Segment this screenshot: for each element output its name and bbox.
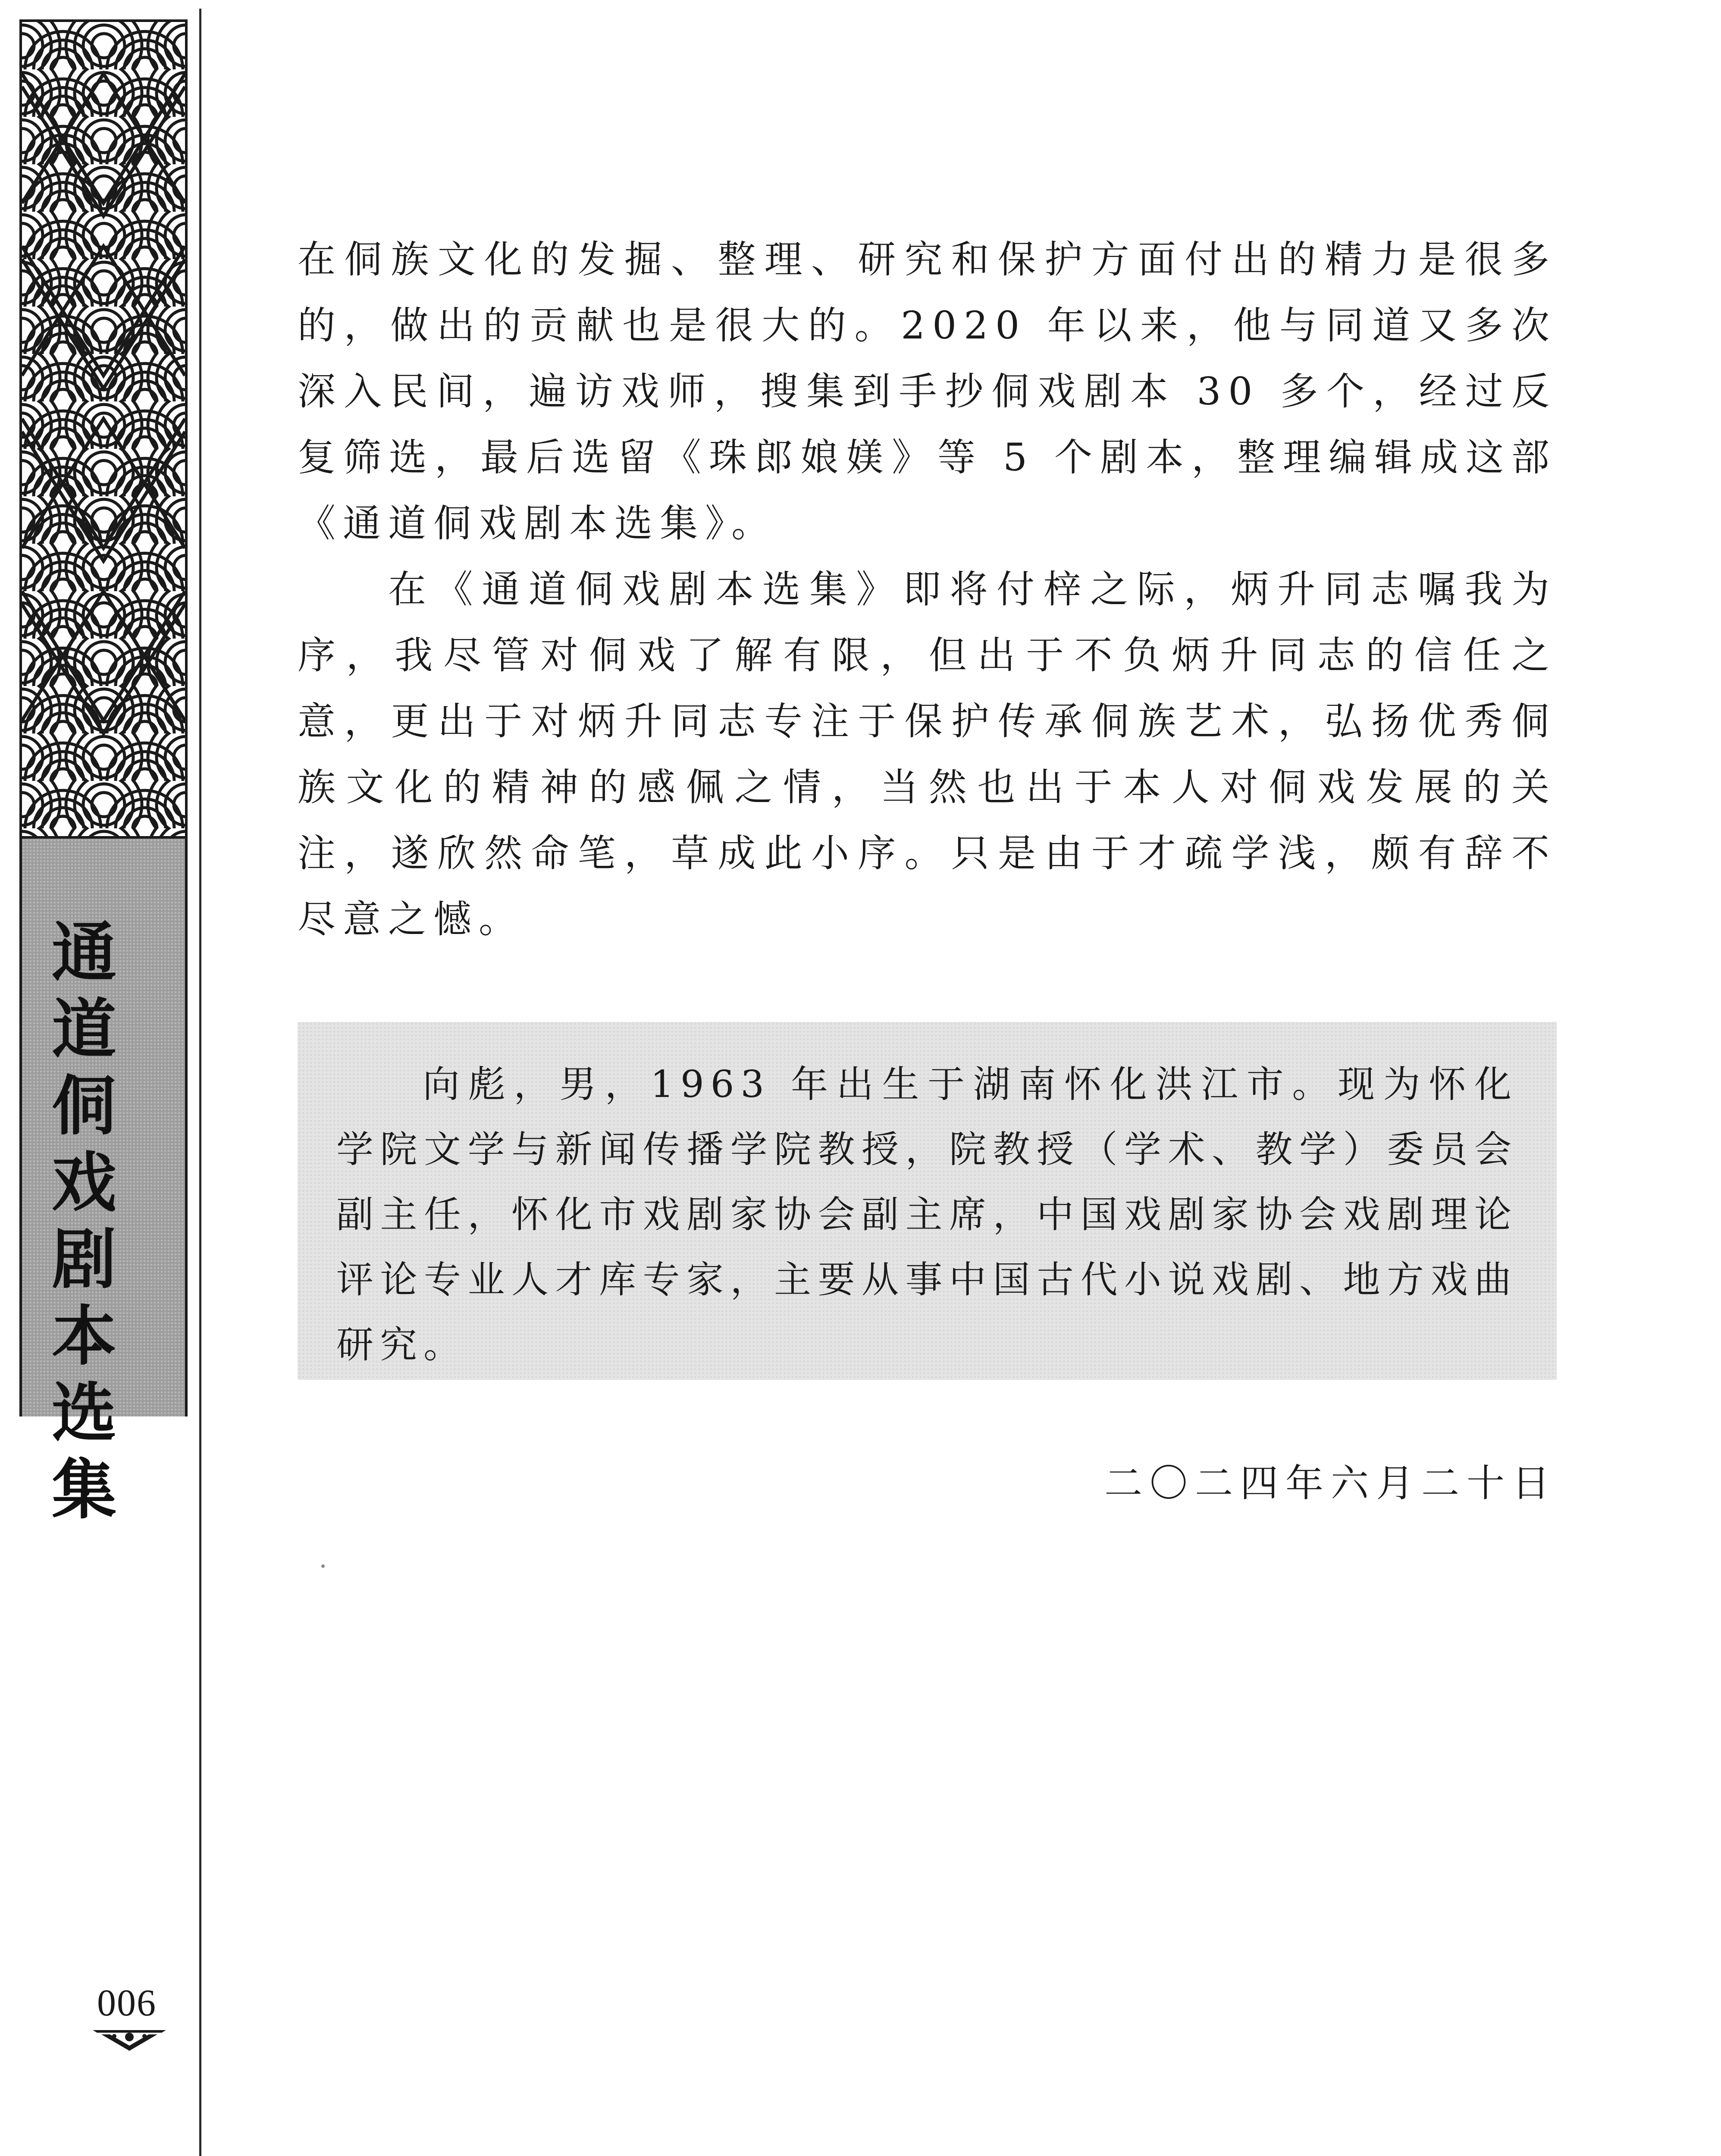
cloud-pattern-decoration [19,19,188,839]
paragraph: 在侗族文化的发掘、整理、研究和保护方面付出的精力是很多的，做出的贡献也是很大的。2020 年以来，他与同道又多次深入民间，遍访戏师，搜集到手抄侗戏剧本 30 多个，经过反复筛选，最后选留《珠郎娘媄》等 5 个剧本，整理编辑成这部《通道侗戏剧本选集》。 [298,237,1557,545]
page-number: 006 [97,1982,157,2024]
book-title-char: 道 [51,991,116,1067]
book-title-char: 本 [51,1298,116,1374]
scan-speck [321,1564,325,1568]
book-title-char: 通 [51,915,116,990]
paragraph: 在《通道侗戏剧本选集》即将付梓之际，炳升同志嘱我为序，我尽管对侗戏了解有限，但出于不负炳升同志的信任之意，更出于对炳升同志专注于保护传承侗族艺术，弘扬优秀侗族文化的精神的感佩之情，当然也出于本人对侗戏发展的关注，遂欣然命笔，草成此小序。只是由于才疏学浅，颇有辞不尽意之憾。 [298,567,1557,941]
book-title-char: 选 [51,1375,116,1451]
ornament-icon [88,2027,170,2053]
author-bio-box [298,1022,1557,1380]
book-title-char: 戏 [51,1145,116,1221]
book-title-char: 集 [51,1452,116,1528]
book-title-vertical [26,914,142,1528]
date-signature: 二〇二四年六月二十日 [1104,1461,1557,1505]
body-text [298,226,1557,952]
book-title-char: 侗 [51,1068,116,1144]
margin-divider-line [199,9,201,2156]
book-title-char: 剧 [51,1222,116,1297]
author-bio-text: 向彪，男，1963 年出生于湖南怀化洪江市。现为怀化学院文学与新闻传播学院教授，院教授（学术、教学）委员会副主任，怀化市戏剧家协会副主席，中国戏剧家协会戏剧理论评论专业人才库专家，主要从事中国古代小说戏剧、地方戏曲研究。 [336,1063,1518,1366]
